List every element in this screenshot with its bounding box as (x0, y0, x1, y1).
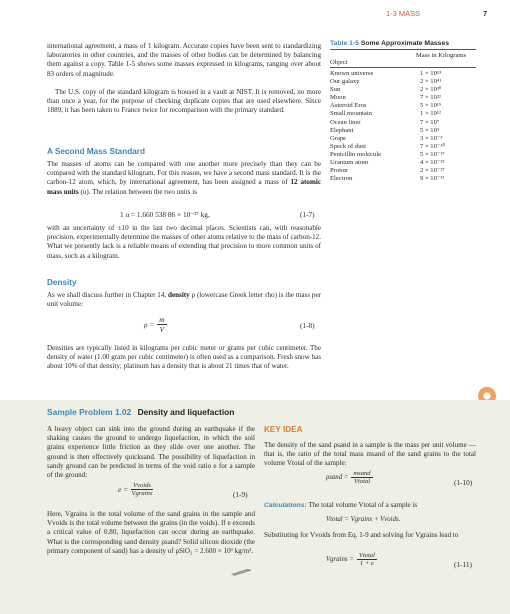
numerator: m (159, 315, 165, 324)
mass-cell: 4 × 10⁻²⁵ (420, 159, 445, 167)
denominator: 1 + e (359, 560, 374, 567)
key-idea-title: KEY IDEA (264, 425, 303, 434)
equation-1-7: 1 u = 1.660 538 86 × 10⁻²⁷ kg, (120, 210, 210, 219)
equation-1-8-number: (1-8) (300, 321, 315, 330)
section-label: 1-3 MASS (386, 9, 421, 18)
object-cell: Known universe (330, 70, 374, 77)
object-cell: Small mountain (330, 110, 372, 118)
object-cell: Penicillin molecule (330, 150, 382, 158)
mass-cell: 7 × 10⁷ (420, 118, 440, 126)
object-cell: Ocean liner (330, 118, 361, 126)
equation-1-8 (144, 315, 167, 334)
fraction (351, 470, 372, 485)
fraction (157, 315, 166, 334)
object-cell: Electron (330, 175, 353, 183)
equation-1-10 (326, 470, 373, 485)
second-mass-paragraph-2: with an uncertainty of ±10 in the last two decimal places. Scientists can, with reasonable precision, experimentally determine the masses of other atoms relative to the mass of carbon-12. What we presently lack is a reliable means of extending that precision to more common units of mass, such as a kilogram. (47, 224, 322, 260)
table-row (330, 143, 474, 151)
equation-1-11-lhs: Vgrains = (326, 556, 354, 563)
density-term: density (168, 291, 190, 299)
table-row (330, 135, 474, 143)
substitution-paragraph: Substituting for Vvoids from Eq. 1-9 and solving for Vgrains lead to (264, 531, 459, 539)
equation-1-9 (118, 482, 153, 497)
numerator: Vtotal (358, 552, 375, 559)
denominator: Vgrains (131, 490, 153, 497)
mass-cell: 1 × 10¹² (420, 110, 441, 118)
object-cell: Speck of dust (330, 142, 366, 150)
second-mass-paragraph-1: The masses of atoms can be compared with one another more precisely than they can be compared with the standard kilogram. For this reason, we have a second mass standard. It is the carbon-12 atom, which, by international agreement, has been assigned a mass of 12 atomic mass units (u). The relation between the two units is (47, 160, 321, 196)
sample-problem-title: Density and liquefaction (137, 407, 235, 417)
atomic-mass-units-term: 12 atomic mass units (47, 178, 321, 196)
fraction (357, 552, 377, 567)
object-cell: Sun (330, 86, 341, 94)
table-row (330, 78, 474, 86)
key-idea-paragraph: The density of the sand ρsand in a sample is the mass per unit volume — that is, the ratio of the total mass msand of the sand grains to the total volume Vtotal of the sample: (264, 441, 476, 468)
mass-cell: 5 × 10⁻¹⁷ (420, 150, 445, 158)
equation-total-volume: Vtotal = Vgrains + Vvoids. (326, 516, 401, 523)
col-mass-header: Mass in Kilograms (415, 52, 467, 59)
object-cell: Our galaxy (330, 78, 360, 86)
equation-1-9-lhs: e = (118, 485, 128, 494)
mass-cell: 2 × 10⁴¹ (420, 78, 442, 86)
table-row (330, 86, 474, 94)
pencil-icon (230, 563, 252, 581)
density-paragraph-1: As we shall discuss further in Chapter 14, density ρ (lowercase Greek letter rho) is the mass per unit volume: (47, 291, 321, 309)
mass-cell: 2 × 10³⁰ (420, 86, 442, 94)
col-object-header: Object (330, 59, 348, 66)
sample-problem-paragraph-2: Here, Vgrains is the total volume of the sand grains in the sample and Vvoids is the total volume between the grains (in the voids). If e exceeds a critical value of 0.80, liquefaction can occur during an earthquake. What is the corresponding sand density ρsand? Solid silicon dioxide (the primary component of sand) has a density of ρSiO₂ = 2.600 × 10³ kg/m³. (47, 510, 255, 555)
mass-cell: 9 × 10⁻³¹ (420, 175, 445, 183)
masses-table-body (330, 70, 474, 183)
table-row (330, 159, 474, 167)
table-row (330, 127, 474, 135)
masses-table (330, 40, 476, 183)
mass-cell: 7 × 10⁻¹⁰ (420, 142, 446, 150)
table-head (330, 50, 476, 68)
table-row (330, 167, 474, 175)
equation-1-11-number: (1-11) (454, 560, 472, 569)
intro-paragraph-2: The U.S. copy of the standard kilogram is housed in a vault at NIST. It is removed, no more than once a year, for the purpose of checking duplicate copies that are used elsewhere. Since 1889, it has been taken to France twice for recomparison with the primary standard. (47, 88, 321, 115)
section-title-second-mass: A Second Mass Standard (47, 147, 145, 156)
running-header (386, 9, 420, 18)
intro-paragraph-1: international agreement, a mass of 1 kilogram. Accurate copies have been sent to standardizing laboratories in other countries, and the masses of other bodies can be determined by balancing them against a copy. Table 1-5 shows some masses expressed in kilograms, ranging over about 83 orders of magnitude. (47, 42, 321, 78)
mass-cell: 2 × 10⁻²⁷ (420, 167, 445, 175)
object-cell: Asteroid Eros (330, 102, 367, 110)
sample-problem-label: Sample Problem 1.02 (47, 407, 132, 417)
object-cell: Grape (330, 134, 347, 142)
equation-1-8-lhs: ρ = (144, 320, 155, 329)
table-row (330, 70, 474, 78)
mass-cell: 5 × 10¹⁵ (420, 102, 442, 110)
equation-1-10-lhs: ρsand = (326, 474, 349, 481)
table-title: Some Approximate Masses (360, 40, 449, 47)
calculations-label: Calculations: (264, 502, 307, 509)
page-number: 7 (483, 9, 488, 18)
denominator: V (159, 325, 165, 334)
object-cell: Moon (330, 94, 346, 102)
density-paragraph-2: Densities are typically listed in kilograms per cubic meter or grams per cubic centimeter. The density of water (1.00 gram per cubic centimeter) is often used as a comparison. Fresh snow has about 10% of that density; platinum has a density that is about 21 times that of water. (47, 344, 321, 371)
denominator: Vtotal (353, 478, 371, 485)
table-row (330, 110, 474, 118)
table-label: Table 1-5 (330, 40, 359, 47)
table-row (330, 94, 474, 102)
table-row (330, 151, 474, 159)
mass-cell: 1 × 10⁵³ (420, 70, 442, 77)
equation-1-10-number: (1-10) (454, 478, 473, 487)
object-cell: Elephant (330, 126, 354, 134)
calculations-line: Calculations: The total volume Vtotal of a sample is (264, 501, 418, 509)
table-row (330, 119, 474, 127)
table-row (330, 175, 474, 183)
object-cell: Uranium atom (330, 159, 369, 167)
mass-cell: 3 × 10⁻³ (420, 134, 443, 142)
fraction (131, 482, 153, 497)
numerator: Vvoids (133, 482, 151, 489)
sample-problem-heading (47, 407, 234, 417)
table-row (330, 102, 474, 110)
equation-1-11 (326, 552, 377, 567)
mass-cell: 5 × 10³ (420, 126, 439, 134)
equation-1-9-number: (1-9) (233, 490, 248, 499)
table-caption (330, 40, 476, 50)
object-cell: Proton (330, 167, 348, 175)
section-title-density: Density (47, 278, 77, 287)
numerator: msand (353, 470, 371, 477)
mass-cell: 7 × 10²² (420, 94, 441, 102)
sample-problem-paragraph-1: A heavy object can sink into the ground during an earthquake if the shaking causes the ground to undergo liquefaction, in which the soil grains experience little friction as they slide over one another. The ground is then effectively quicksand. The possibility of liquefaction in sandy ground can be predicted in terms of the void ratio e for a sample of the ground: (47, 425, 255, 480)
equation-1-7-number: (1-7) (300, 210, 315, 219)
